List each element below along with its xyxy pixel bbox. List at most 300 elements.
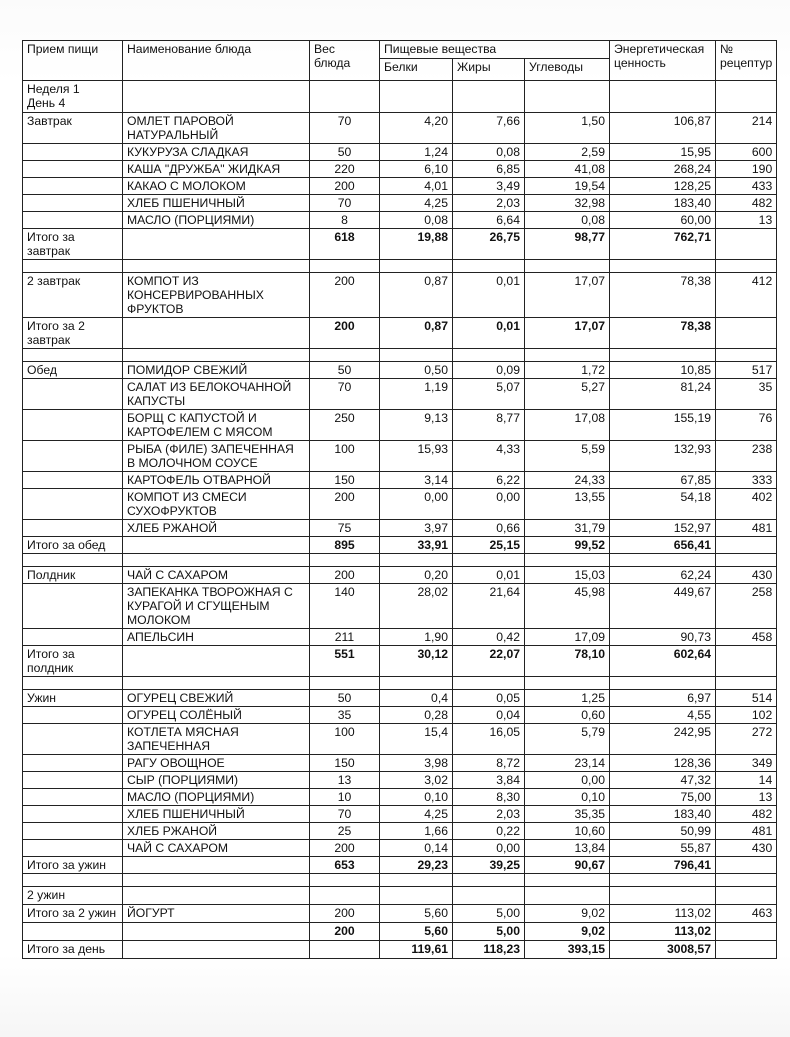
table-row	[23, 362, 777, 379]
dish-name: МАСЛО (ПОРЦИЯМИ)	[123, 789, 310, 806]
energy-value: 60,00	[610, 212, 716, 229]
table-row	[23, 520, 777, 537]
day-total-row	[23, 941, 777, 959]
supper2-title-row	[23, 887, 777, 905]
empty-cell	[610, 554, 716, 567]
total-label: Итого за полдник	[23, 646, 123, 677]
empty-cell	[123, 923, 310, 941]
meal-label: Обед	[23, 362, 123, 379]
carbs-value: 0,08	[525, 212, 610, 229]
energy-value: 152,97	[610, 520, 716, 537]
empty-cell	[716, 260, 777, 273]
energy-value: 132,93	[610, 441, 716, 472]
empty-cell	[453, 260, 525, 273]
empty-cell	[23, 349, 123, 362]
spacer-row	[23, 874, 777, 887]
weight-value: 140	[310, 584, 380, 629]
empty-cell	[610, 260, 716, 273]
weight-value: 50	[310, 690, 380, 707]
total-protein: 30,12	[380, 646, 453, 677]
day-total-energy: 3008,57	[610, 941, 716, 959]
total-label: Итого за завтрак	[23, 229, 123, 260]
empty-cell	[525, 554, 610, 567]
total-label: Итого за 2 ужин	[23, 905, 123, 923]
empty-cell	[123, 646, 310, 677]
recipe-number: 430	[716, 840, 777, 857]
dish-name: ЗАПЕКАНКА ТВОРОЖНАЯ С КУРАГОЙ И СГУЩЕНЫМ МОЛОКОМ	[123, 584, 310, 629]
fat-value: 5,07	[453, 379, 525, 410]
total-weight: 618	[310, 229, 380, 260]
recipe-number: 481	[716, 520, 777, 537]
carbs-value: 0,60	[525, 707, 610, 724]
empty-cell	[23, 724, 123, 755]
protein-value: 1,90	[380, 629, 453, 646]
total-protein: 33,91	[380, 537, 453, 554]
carbs-value: 1,50	[525, 113, 610, 144]
total-weight: 895	[310, 537, 380, 554]
empty-cell	[716, 874, 777, 887]
empty-cell	[23, 707, 123, 724]
dish-name: АПЕЛЬСИН	[123, 629, 310, 646]
carbs-value: 31,79	[525, 520, 610, 537]
total-energy: 602,64	[610, 646, 716, 677]
empty-cell	[380, 874, 453, 887]
fat-value: 0,22	[453, 823, 525, 840]
table-row	[23, 489, 777, 520]
empty-cell	[23, 144, 123, 161]
empty-cell	[453, 874, 525, 887]
recipe-number: 35	[716, 379, 777, 410]
protein-value: 4,01	[380, 178, 453, 195]
header-nutrients: Пищевые вещества	[380, 41, 610, 59]
empty-cell	[310, 349, 380, 362]
protein-value: 1,24	[380, 144, 453, 161]
empty-cell	[23, 840, 123, 857]
table-row	[23, 690, 777, 707]
carbs-value: 17,09	[525, 629, 610, 646]
total-protein: 29,23	[380, 857, 453, 874]
table-row	[23, 905, 777, 923]
dish-name: ХЛЕБ ПШЕНИЧНЫЙ	[123, 806, 310, 823]
week-day-label: Неделя 1 День 4	[23, 81, 123, 113]
weight-value: 50	[310, 144, 380, 161]
protein-value: 5,60	[380, 905, 453, 923]
total-energy: 762,71	[610, 229, 716, 260]
empty-cell	[23, 195, 123, 212]
table-row	[23, 823, 777, 840]
total-energy: 78,38	[610, 318, 716, 349]
total-fat: 5,00	[453, 923, 525, 941]
spacer-row	[23, 260, 777, 273]
recipe-number: 458	[716, 629, 777, 646]
fat-value: 6,64	[453, 212, 525, 229]
energy-value: 128,25	[610, 178, 716, 195]
table-row	[23, 161, 777, 178]
empty-cell	[716, 537, 777, 554]
carbs-value: 15,03	[525, 567, 610, 584]
energy-value: 47,32	[610, 772, 716, 789]
empty-cell	[123, 349, 310, 362]
energy-value: 113,02	[610, 905, 716, 923]
protein-value: 0,00	[380, 489, 453, 520]
fat-value: 0,09	[453, 362, 525, 379]
fat-value: 0,00	[453, 840, 525, 857]
recipe-number: 13	[716, 789, 777, 806]
weight-value: 50	[310, 362, 380, 379]
day-total-fat: 118,23	[453, 941, 525, 959]
empty-cell	[23, 161, 123, 178]
total-fat: 25,15	[453, 537, 525, 554]
protein-value: 0,50	[380, 362, 453, 379]
total-row	[23, 646, 777, 677]
total-carbs: 78,10	[525, 646, 610, 677]
dish-name: ЧАЙ С САХАРОМ	[123, 567, 310, 584]
empty-cell	[610, 874, 716, 887]
carbs-value: 5,59	[525, 441, 610, 472]
carbs-value: 13,55	[525, 489, 610, 520]
recipe-number: 430	[716, 567, 777, 584]
table-row	[23, 629, 777, 646]
dish-name: КОМПОТ ИЗ КОНСЕРВИРОВАННЫХ ФРУКТОВ	[123, 273, 310, 318]
carbs-value: 19,54	[525, 178, 610, 195]
weight-value: 100	[310, 441, 380, 472]
weight-value: 70	[310, 113, 380, 144]
recipe-number: 258	[716, 584, 777, 629]
header-carbs: Углеводы	[525, 59, 610, 81]
empty-cell	[716, 554, 777, 567]
carbs-value: 10,60	[525, 823, 610, 840]
weight-value: 75	[310, 520, 380, 537]
dish-name: ХЛЕБ РЖАНОЙ	[123, 823, 310, 840]
protein-value: 15,4	[380, 724, 453, 755]
weight-value: 10	[310, 789, 380, 806]
empty-cell	[310, 677, 380, 690]
empty-cell	[23, 520, 123, 537]
empty-cell	[123, 318, 310, 349]
carbs-value: 23,14	[525, 755, 610, 772]
empty-cell	[610, 677, 716, 690]
energy-value: 268,24	[610, 161, 716, 178]
table-row	[23, 789, 777, 806]
table-row	[23, 178, 777, 195]
meal-label: 2 завтрак	[23, 273, 123, 318]
fat-value: 3,84	[453, 772, 525, 789]
spacer-row	[23, 554, 777, 567]
weight-value: 200	[310, 178, 380, 195]
carbs-value: 1,72	[525, 362, 610, 379]
protein-value: 28,02	[380, 584, 453, 629]
protein-value: 0,08	[380, 212, 453, 229]
table-row	[23, 212, 777, 229]
empty-cell	[23, 874, 123, 887]
protein-value: 3,14	[380, 472, 453, 489]
table-row	[23, 273, 777, 318]
energy-value: 62,24	[610, 567, 716, 584]
recipe-number: 238	[716, 441, 777, 472]
protein-value: 3,97	[380, 520, 453, 537]
energy-value: 242,95	[610, 724, 716, 755]
recipe-number: 514	[716, 690, 777, 707]
empty-cell	[310, 260, 380, 273]
total-carbs: 90,67	[525, 857, 610, 874]
total-energy: 656,41	[610, 537, 716, 554]
weight-value: 200	[310, 489, 380, 520]
protein-value: 3,02	[380, 772, 453, 789]
weight-value: 13	[310, 772, 380, 789]
carbs-value: 0,00	[525, 772, 610, 789]
table-row	[23, 567, 777, 584]
table-row	[23, 840, 777, 857]
empty-cell	[23, 755, 123, 772]
empty-cell	[123, 260, 310, 273]
carbs-value: 17,07	[525, 273, 610, 318]
energy-value: 183,40	[610, 195, 716, 212]
weight-value: 25	[310, 823, 380, 840]
dish-name: САЛАТ ИЗ БЕЛОКОЧАННОЙ КАПУСТЫ	[123, 379, 310, 410]
dish-name: КАКАО С МОЛОКОМ	[123, 178, 310, 195]
recipe-number: 482	[716, 806, 777, 823]
empty-cell	[23, 677, 123, 690]
meal-label: Завтрак	[23, 113, 123, 144]
weight-value: 70	[310, 379, 380, 410]
table-row	[23, 772, 777, 789]
dish-name: КАРТОФЕЛЬ ОТВАРНОЙ	[123, 472, 310, 489]
empty-cell	[123, 941, 310, 959]
total-energy: 113,02	[610, 923, 716, 941]
spacer-row	[23, 349, 777, 362]
total-energy: 796,41	[610, 857, 716, 874]
empty-cell	[716, 923, 777, 941]
empty-cell	[610, 349, 716, 362]
menu-table	[22, 40, 777, 959]
empty-cell	[23, 178, 123, 195]
protein-value: 4,25	[380, 806, 453, 823]
dish-name: КОТЛЕТА МЯСНАЯ ЗАПЕЧЕННАЯ	[123, 724, 310, 755]
energy-value: 155,19	[610, 410, 716, 441]
empty-cell	[525, 887, 610, 905]
total-label: Итого за ужин	[23, 857, 123, 874]
protein-value: 0,20	[380, 567, 453, 584]
recipe-number: 482	[716, 195, 777, 212]
empty-cell	[310, 554, 380, 567]
total-row	[23, 857, 777, 874]
carbs-value: 9,02	[525, 905, 610, 923]
empty-cell	[610, 887, 716, 905]
protein-value: 0,87	[380, 273, 453, 318]
empty-cell	[380, 349, 453, 362]
protein-value: 1,66	[380, 823, 453, 840]
fat-value: 8,30	[453, 789, 525, 806]
recipe-number: 13	[716, 212, 777, 229]
empty-cell	[380, 677, 453, 690]
table-row	[23, 584, 777, 629]
total-carbs: 98,77	[525, 229, 610, 260]
energy-value: 6,97	[610, 690, 716, 707]
empty-cell	[453, 887, 525, 905]
dish-name: ЙОГУРТ	[123, 905, 310, 923]
recipe-number: 412	[716, 273, 777, 318]
total-row	[23, 318, 777, 349]
total-label: Итого за 2 завтрак	[23, 318, 123, 349]
empty-cell	[716, 81, 777, 113]
protein-value: 1,19	[380, 379, 453, 410]
recipe-number: 433	[716, 178, 777, 195]
weight-value: 70	[310, 195, 380, 212]
empty-cell	[123, 857, 310, 874]
energy-value: 78,38	[610, 273, 716, 318]
empty-cell	[123, 81, 310, 113]
dish-name: КАША "ДРУЖБА" ЖИДКАЯ	[123, 161, 310, 178]
empty-cell	[123, 677, 310, 690]
table-row	[23, 806, 777, 823]
total-fat: 26,75	[453, 229, 525, 260]
dish-name: ОГУРЕЦ СОЛЁНЫЙ	[123, 707, 310, 724]
protein-value: 0,10	[380, 789, 453, 806]
header-meal: Прием пищи	[23, 41, 123, 81]
fat-value: 6,22	[453, 472, 525, 489]
dish-name: РАГУ ОВОЩНОЕ	[123, 755, 310, 772]
fat-value: 0,66	[453, 520, 525, 537]
weight-value: 211	[310, 629, 380, 646]
empty-cell	[23, 379, 123, 410]
weight-value: 250	[310, 410, 380, 441]
carbs-value: 2,59	[525, 144, 610, 161]
carbs-value: 0,10	[525, 789, 610, 806]
fat-value: 2,03	[453, 806, 525, 823]
weight-value: 200	[310, 567, 380, 584]
protein-value: 3,98	[380, 755, 453, 772]
fat-value: 0,01	[453, 567, 525, 584]
weight-value: 220	[310, 161, 380, 178]
empty-cell	[610, 81, 716, 113]
fat-value: 21,64	[453, 584, 525, 629]
table-row	[23, 410, 777, 441]
week-day-row	[23, 81, 777, 113]
recipe-number: 76	[716, 410, 777, 441]
fat-value: 0,42	[453, 629, 525, 646]
energy-value: 90,73	[610, 629, 716, 646]
fat-value: 7,66	[453, 113, 525, 144]
empty-cell	[310, 941, 380, 959]
fat-value: 6,85	[453, 161, 525, 178]
weight-value: 8	[310, 212, 380, 229]
empty-cell	[23, 489, 123, 520]
energy-value: 4,55	[610, 707, 716, 724]
dish-name: БОРЩ С КАПУСТОЙ И КАРТОФЕЛЕМ С МЯСОМ	[123, 410, 310, 441]
carbs-value: 24,33	[525, 472, 610, 489]
dish-name: ЧАЙ С САХАРОМ	[123, 840, 310, 857]
empty-cell	[453, 554, 525, 567]
header-row	[23, 41, 777, 59]
day-total-label: Итого за день	[23, 941, 123, 959]
empty-cell	[453, 81, 525, 113]
dish-name: ОГУРЕЦ СВЕЖИЙ	[123, 690, 310, 707]
weight-value: 150	[310, 755, 380, 772]
total-weight: 200	[310, 923, 380, 941]
protein-value: 4,25	[380, 195, 453, 212]
table-row	[23, 707, 777, 724]
dish-name: РЫБА (ФИЛЕ) ЗАПЕЧЕННАЯ В МОЛОЧНОМ СОУСЕ	[123, 441, 310, 472]
weight-value: 70	[310, 806, 380, 823]
protein-value: 15,93	[380, 441, 453, 472]
protein-value: 6,10	[380, 161, 453, 178]
fat-value: 4,33	[453, 441, 525, 472]
recipe-number: 14	[716, 772, 777, 789]
total-label: Итого за обед	[23, 537, 123, 554]
total-protein: 0,87	[380, 318, 453, 349]
fat-value: 0,04	[453, 707, 525, 724]
empty-cell	[310, 81, 380, 113]
recipe-number: 481	[716, 823, 777, 840]
recipe-number: 333	[716, 472, 777, 489]
recipe-number: 214	[716, 113, 777, 144]
energy-value: 15,95	[610, 144, 716, 161]
table-row	[23, 441, 777, 472]
empty-cell	[380, 554, 453, 567]
weight-value: 100	[310, 724, 380, 755]
recipe-number: 349	[716, 755, 777, 772]
total-row	[23, 229, 777, 260]
dish-name: ОМЛЕТ ПАРОВОЙ НАТУРАЛЬНЫЙ	[123, 113, 310, 144]
empty-cell	[716, 318, 777, 349]
total-carbs: 17,07	[525, 318, 610, 349]
empty-cell	[525, 677, 610, 690]
empty-cell	[380, 260, 453, 273]
empty-cell	[23, 260, 123, 273]
carbs-value: 45,98	[525, 584, 610, 629]
total-fat: 39,25	[453, 857, 525, 874]
protein-value: 0,28	[380, 707, 453, 724]
dish-name: МАСЛО (ПОРЦИЯМИ)	[123, 212, 310, 229]
empty-cell	[453, 349, 525, 362]
carbs-value: 32,98	[525, 195, 610, 212]
empty-cell	[310, 874, 380, 887]
day-total-carbs: 393,15	[525, 941, 610, 959]
empty-cell	[23, 441, 123, 472]
recipe-number: 517	[716, 362, 777, 379]
fat-value: 0,08	[453, 144, 525, 161]
empty-cell	[23, 772, 123, 789]
dish-name: КУКУРУЗА СЛАДКАЯ	[123, 144, 310, 161]
energy-value: 106,87	[610, 113, 716, 144]
energy-value: 81,24	[610, 379, 716, 410]
dish-name: КОМПОТ ИЗ СМЕСИ СУХОФРУКТОВ	[123, 489, 310, 520]
header-protein: Белки	[380, 59, 453, 81]
total-fat: 0,01	[453, 318, 525, 349]
empty-cell	[23, 410, 123, 441]
empty-cell	[716, 229, 777, 260]
empty-cell	[123, 874, 310, 887]
day-total-protein: 119,61	[380, 941, 453, 959]
meal-label: Ужин	[23, 690, 123, 707]
fat-value: 0,00	[453, 489, 525, 520]
recipe-number: 463	[716, 905, 777, 923]
empty-cell	[23, 806, 123, 823]
empty-cell	[716, 646, 777, 677]
empty-cell	[123, 554, 310, 567]
protein-value: 9,13	[380, 410, 453, 441]
meal-label: Полдник	[23, 567, 123, 584]
empty-cell	[380, 81, 453, 113]
dish-name: ХЛЕБ РЖАНОЙ	[123, 520, 310, 537]
fat-value: 8,72	[453, 755, 525, 772]
total-row	[23, 923, 777, 941]
empty-cell	[23, 789, 123, 806]
recipe-number: 272	[716, 724, 777, 755]
recipe-number: 402	[716, 489, 777, 520]
header-weight: Вес блюда	[310, 41, 380, 81]
table-row	[23, 472, 777, 489]
